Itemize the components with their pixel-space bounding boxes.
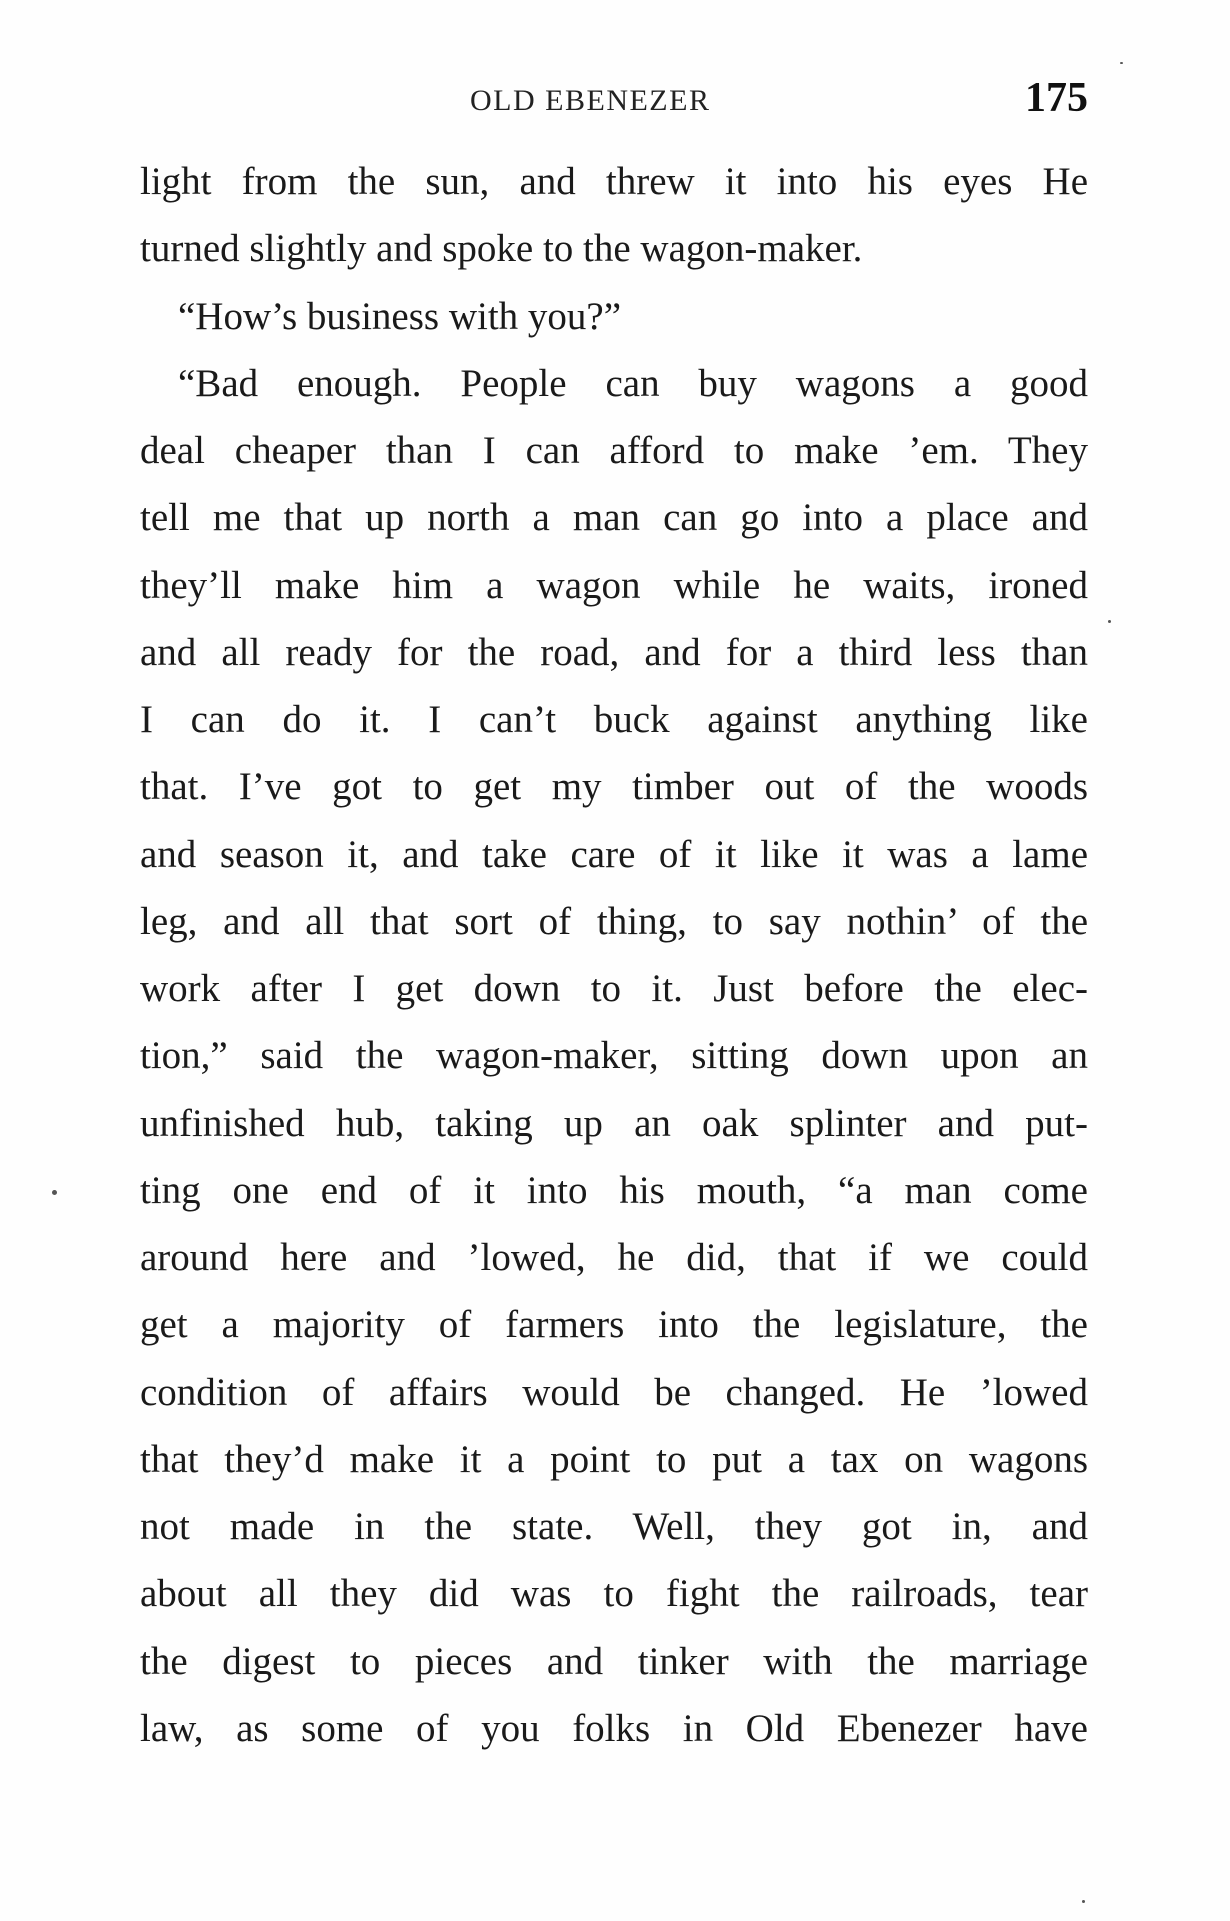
text-line: and all ready for the road, and for a third less than: [140, 630, 1088, 674]
text-line: “Bad enough. People can buy wagons a good: [178, 361, 1088, 405]
text-line: they’ll make him a wagon while he waits, ironed: [140, 563, 1088, 607]
text-line: tell me that up north a man can go into a place and: [140, 496, 1088, 540]
text-line: around here and ’lowed, he did, that if we could: [140, 1236, 1088, 1279]
scan-speck: [52, 1190, 57, 1195]
text-line: “How’s business with you?”: [178, 294, 622, 338]
scan-speck: [1082, 1900, 1085, 1903]
text-line: turned slightly and spoke to the wagon-maker.: [140, 227, 863, 271]
text-line: unfinished hub, taking up an oak splinter and put-: [140, 1101, 1088, 1145]
page-number: 175: [1025, 75, 1088, 121]
body-text: [140, 148, 1088, 1762]
text-line: ting one end of it into his mouth, “a man come: [140, 1168, 1088, 1212]
text-line: that. I’ve got to get my timber out of the woods: [140, 765, 1088, 809]
text-line: condition of affairs would be changed. He ’lowed: [140, 1370, 1088, 1414]
text-line: work after I get down to it. Just before the elec-: [140, 967, 1088, 1010]
text-line: tion,” said the wagon-maker, sitting down upon an: [140, 1034, 1088, 1078]
text-line: light from the sun, and threw it into his eyes He: [140, 160, 1088, 203]
text-line: I can do it. I can’t buck against anything like: [140, 698, 1088, 741]
scan-speck: [1108, 620, 1111, 623]
text-line: that they’d make it a point to put a tax on wagons: [140, 1437, 1088, 1481]
text-line: leg, and all that sort of thing, to say nothin’ of the: [140, 899, 1088, 943]
text-line: about all they did was to fight the railroads, tear: [140, 1572, 1088, 1616]
text-line: deal cheaper than I can afford to make ’em. They: [140, 429, 1088, 472]
running-head-title: OLD EBENEZER: [470, 84, 711, 117]
scan-speck: [1120, 62, 1123, 64]
text-line: law, as some of you folks in Old Ebenezer have: [140, 1706, 1088, 1750]
running-header: [140, 75, 1088, 138]
text-line: not made in the state. Well, they got in, and: [140, 1505, 1088, 1548]
text-line: and season it, and take care of it like it was a lame: [140, 832, 1088, 876]
text-line: the digest to pieces and tinker with the marriage: [140, 1639, 1088, 1683]
text-line: get a majority of farmers into the legislature, the: [140, 1303, 1088, 1347]
